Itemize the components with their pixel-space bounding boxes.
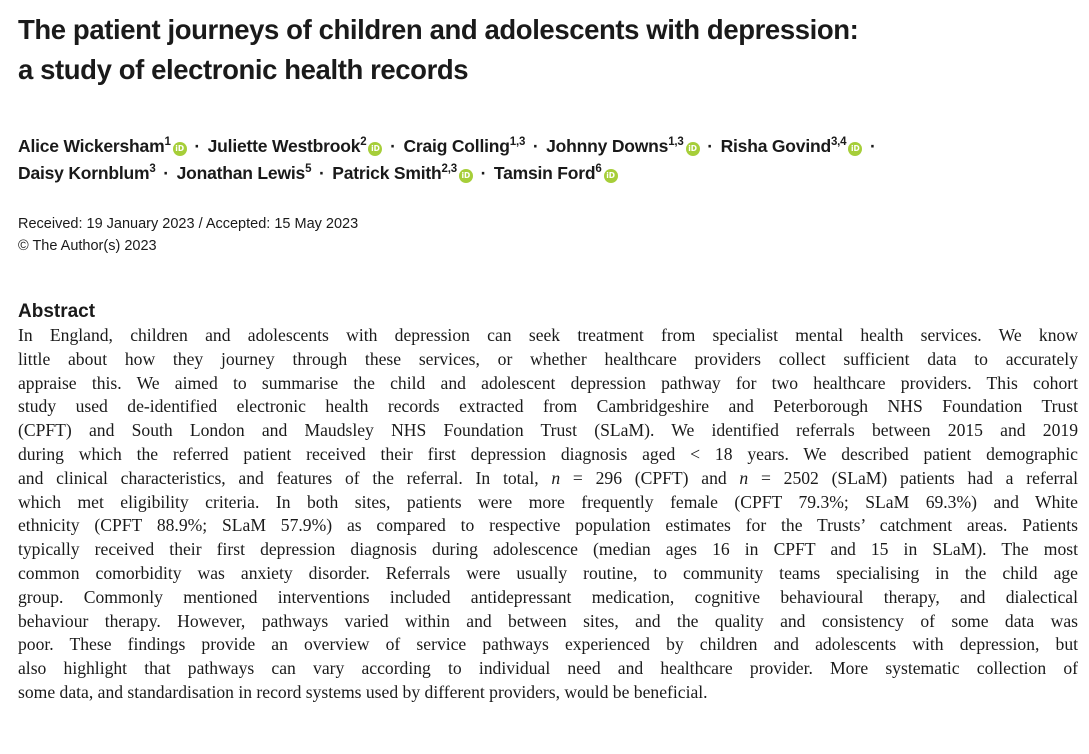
author-line: [18, 133, 1078, 160]
author-line: [18, 160, 1078, 187]
orcid-icon[interactable]: iD: [368, 142, 382, 156]
affiliation-marker: 1,3: [668, 136, 684, 148]
author-separator: ·: [707, 136, 713, 156]
abstract-line: which met eligibility criteria. In both sites, patients were more frequently female (CPFT 79.3%; SLaM 69.3%) and White: [18, 491, 1078, 512]
affiliation-marker: 2,3: [441, 163, 457, 175]
affiliation-marker: 3,4: [830, 136, 847, 148]
affiliation-marker: 3: [149, 163, 156, 175]
abstract-line: behaviour therapy. However, pathways varied within and between sites, and the quality and consistency of some data was: [18, 610, 1078, 631]
author-name: Alice Wickersham: [18, 136, 165, 156]
author-separator: ·: [870, 136, 876, 156]
abstract-line: study used de-identified electronic health records extracted from Cambridgeshire and Peterborough NHS Foundation Trust: [18, 396, 1078, 417]
copyright-notice: © The Author(s) 2023: [18, 238, 157, 254]
author-separator: ·: [480, 163, 487, 183]
title-line: a study of electronic health records: [18, 54, 469, 85]
title-line: The patient journeys of children and adolescents with depression:: [18, 14, 859, 45]
abstract-body: [18, 324, 1078, 705]
author: [494, 163, 618, 183]
affiliation-marker: 1: [164, 136, 171, 148]
author: [208, 136, 383, 156]
abstract-line: also highlight that pathways can vary according to individual need and healthcare provider. More systematic collection of: [18, 658, 1078, 679]
author-name: Risha Govind: [720, 136, 831, 156]
abstract-line: group. Commonly mentioned interventions included antidepressant medication, cognitive behavioural therapy, and dialectical: [18, 586, 1078, 607]
orcid-icon[interactable]: iD: [686, 142, 700, 156]
abstract-line: common comorbidity was anxiety disorder. Referrals were usually routine, to community teams specialising in the child age: [18, 562, 1078, 583]
orcid-icon[interactable]: iD: [459, 169, 473, 183]
abstract-line: poor. These findings provide an overview of service pathways experienced by children and adolescents with depression, but: [18, 634, 1078, 655]
affiliation-marker: 6: [595, 163, 602, 175]
author: [18, 163, 156, 183]
author-name: Tamsin Ford: [493, 163, 596, 183]
author-separator: ·: [194, 136, 200, 156]
abstract-line: appraise this. We aimed to summarise the child and adolescent depression pathway for two healthcare providers. This cohort: [18, 372, 1078, 393]
author-list: [18, 133, 1078, 187]
author-separator: ·: [318, 163, 325, 183]
article-title: [18, 10, 1078, 90]
author: [403, 136, 525, 156]
abstract-line: In England, children and adolescents with depression can seek treatment from specialist mental health services. We know: [18, 325, 1078, 345]
abstract-line: (CPFT) and South London and Maudsley NHS Foundation Trust (SLaM). We identified referrals between 2015 and 2019: [18, 420, 1078, 441]
author-name: Juliette Westbrook: [207, 136, 361, 156]
author-name: Johnny Downs: [546, 136, 669, 156]
article-page: [18, 10, 1078, 705]
author-name: Craig Colling: [403, 136, 510, 156]
author-name: Patrick Smith: [332, 163, 442, 183]
author: [546, 136, 699, 156]
orcid-icon[interactable]: iD: [604, 169, 618, 183]
author: [18, 136, 187, 156]
abstract-line: typically received their first depression diagnosis during adolescence (median ages 16 in CPFT and 15 in SLaM). The most: [18, 539, 1078, 560]
author-separator: ·: [390, 136, 396, 156]
author-name: Jonathan Lewis: [176, 163, 306, 183]
abstract-line: and clinical characteristics, and features of the referral. In total, n = 296 (CPFT) and n = 2502 (SLaM) patients had a referral: [18, 467, 1078, 488]
author-name: Daisy Kornblum: [18, 163, 150, 183]
affiliation-marker: 2: [360, 136, 367, 148]
abstract-line: little about how they journey through these services, or whether healthcare providers collect sufficient data to accurately: [18, 348, 1078, 369]
abstract-line: during which the referred patient received their first depression diagnosis aged < 18 years. We described patient demographic: [18, 443, 1078, 464]
article-meta: [18, 213, 1078, 257]
affiliation-marker: 5: [305, 163, 312, 175]
author-separator: ·: [163, 163, 169, 183]
affiliation-marker: 1,3: [509, 136, 526, 148]
abstract-heading: Abstract: [18, 301, 96, 322]
abstract-line: some data, and standardisation in record systems used by different providers, would be beneficial.: [18, 681, 708, 702]
received-accepted-dates: Received: 19 January 2023 / Accepted: 15 May 2023: [18, 216, 359, 232]
orcid-icon[interactable]: iD: [848, 142, 862, 156]
author: [721, 136, 863, 156]
author: [332, 163, 473, 183]
abstract-line: ethnicity (CPFT 88.9%; SLaM 57.9%) as compared to respective population estimates for the Trusts’ catchment areas. Patients: [18, 515, 1078, 536]
author-separator: ·: [532, 136, 539, 156]
orcid-icon[interactable]: iD: [173, 142, 187, 156]
author: [177, 163, 312, 183]
